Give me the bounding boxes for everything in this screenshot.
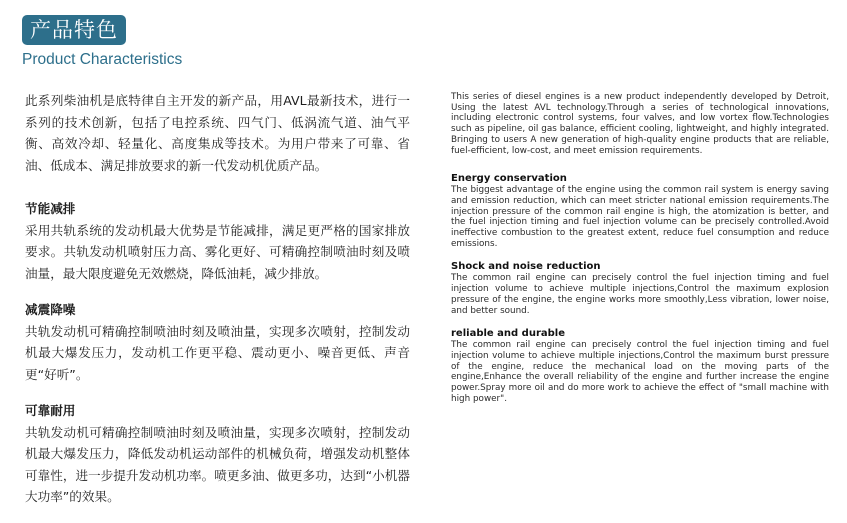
page-title-badge: 产品特色 [22, 15, 126, 45]
english-intro: This series of diesel engines is a new product independently developed by Detroit, Using the latest AVL technology.Through a series of technological innovations, including electronic control systems, four valves, and low vortex flow.Technologies such as pipeline, oil gas balance, efficient cooling, lightweight, and highly integrated. Bringing to users A new generation of high-quality engine products that are reliable, fuel-efficient, low-cost, and meet emission requirements. [451, 92, 829, 156]
english-section-heading: Shock and noise reduction [451, 261, 601, 273]
english-section-body: The common rail engine can precisely control the fuel injection timing and fuel injection volume to achieve multiple injections,Control the maximum burst pressure of the engine, reduce the mechanical load on the moving parts of the engine,Enhance the overall reliability of the engine and further increase the engine power.Spray more oil and do more work to achieve the effect of "small machine with high power". [451, 340, 829, 404]
english-section-body: The common rail engine can precisely control the fuel injection timing and fuel injection volume to achieve multiple injections,Control the maximum explosion pressure of the engine, the engine works more smoothly,Less vibration, lower noise, and better sound. [451, 273, 829, 316]
chinese-column [25, 90, 410, 523]
english-section-heading: reliable and durable [451, 328, 565, 340]
chinese-section-noise [25, 299, 410, 385]
english-section-heading: Energy conservation [451, 173, 567, 185]
chinese-intro: 此系列柴油机是底特律自主开发的新产品，用AVL最新技术，进行一系列的技术创新，包括了电控系统、四气门、低涡流气道、油气平衡、高效冷却、轻量化、高度集成等技术。为用户带来了可靠、省油、低成本、满足排放要求的新一代发动机优质产品。 [25, 93, 410, 173]
english-section-body: The biggest advantage of the engine using the common rail system is energy saving and emission reduction, which can meet stricter national emission requirements.The injection pressure of the common rail engine is high, the atomization is better, and the fuel injection timing and fuel injection volume can be precisely controlled.Avoid ineffective combustion to the greatest extent, reduce fuel consumption and reduce emissions. [451, 185, 829, 249]
chinese-section-durable [25, 400, 410, 508]
chinese-section-heading: 节能减排 [25, 201, 76, 216]
page-subtitle: Product Characteristics [22, 51, 183, 68]
english-section-durable [451, 328, 829, 404]
chinese-section-heading: 可靠耐用 [25, 403, 76, 418]
chinese-section-energy [25, 198, 410, 284]
chinese-section-heading: 减震降噪 [25, 302, 76, 317]
chinese-section-body: 共轨发动机可精确控制喷油时刻及喷油量，实现多次喷射，控制发动机最大爆发压力，降低发动机运动部件的机械负荷，增强发动机整体可靠性，进一步提升发动机功率。喷更多油、做更多功，达到“小机器大功率”的效果。 [25, 424, 410, 504]
chinese-section-body: 采用共轨系统的发动机最大优势是节能减排，满足更严格的国家排放要求。共轨发动机喷射压力高、雾化更好、可精确控制喷油时刻及喷油量，最大限度避免无效燃烧，降低油耗，减少排放。 [25, 222, 410, 281]
english-column [451, 92, 829, 416]
chinese-section-body: 共轨发动机可精确控制喷油时刻及喷油量，实现多次喷射，控制发动机最大爆发压力，发动机工作更平稳、震动更小、噪音更低、声音更“好听”。 [25, 323, 410, 382]
english-section-noise [451, 261, 829, 316]
english-section-energy [451, 173, 829, 249]
